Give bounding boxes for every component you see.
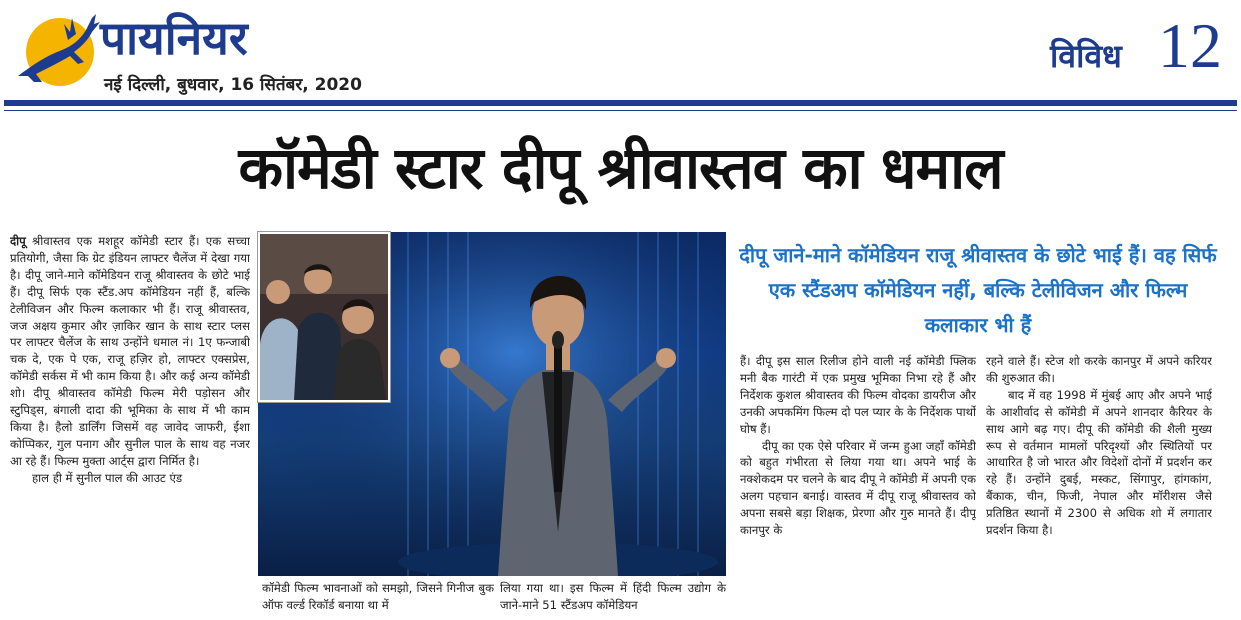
column-1-paragraph-2: हाल ही में सुनील पाल की आउट एंड — [32, 470, 183, 485]
lead-word: दीपू — [10, 234, 26, 248]
section-label: विविध — [1050, 37, 1122, 75]
article-column-4 — [740, 353, 976, 615]
article-column-5 — [986, 353, 1212, 615]
newspaper-name: पायनियर — [100, 11, 248, 65]
masthead-rule-thin — [4, 110, 1237, 111]
leaping-deer-sun-logo-icon — [12, 6, 104, 90]
article-column-3: लिया गया था। इस फिल्म में हिंदी फिल्म उद्योग के जाने-माने 51 स्टैंडअप कॉमेडियन — [500, 581, 726, 612]
column-4-paragraph-2: दीपू का एक ऐसे परिवार में जन्म हुआ जहाँ कॉमेडी को बहुत गंभीरता से लिया गया था। अपने भाई के नक्शेकदम पर चलने के बाद दीपू ने कॉमेडी में अपनी एक अलग पहचान बनाई। वास्तव में दीपू राजू श्रीवास्तव को अपना सबसे बड़ा शिक्षक, प्रेरणा और गुरु मानते हैं। दीपू कानपुर के — [740, 438, 976, 538]
dateline: नई दिल्ली, बुधवार, 16 सितंबर, 2020 — [104, 75, 362, 95]
pull-quote: दीपू जाने-माने कॉमेडियन राजू श्रीवास्तव के छोटे भाई हैं। वह सिर्फ एक स्टैंडअप कॉमेडियन नहीं, बल्कि टेलीविजन और फिल्म कलाकार भी हैं — [739, 243, 1217, 337]
group-portrait-illustration — [260, 234, 388, 400]
inset-group-photo — [258, 232, 390, 402]
article-column-1 — [10, 233, 250, 613]
masthead-rule — [4, 100, 1237, 106]
column-5-paragraph-1: रहने वाले हैं। स्टेज शो करके कानपुर में अपने करियर की शुरुआत की। — [986, 354, 1212, 385]
article-headline: कॉमेडी स्टार दीपू श्रीवास्तव का धमाल — [238, 134, 1003, 202]
masthead — [0, 0, 1241, 104]
column-1-paragraph-1 — [10, 233, 250, 470]
page-number: 12 — [1158, 10, 1222, 81]
column-5-paragraph-2: बाद में वह 1998 में मुंबई आए और अपने भाई के आशीर्वाद से कॉमेडी में अपने शानदार कैरियर के साथ आगे बढ़ गए। दीपू की कॉमेडी की शैली मुख्य रूप से वर्तमान मामलों परिदृश्यों और स्थितियों पर आधारित है जो भारत और विदेशों दोनों में प्रदर्शन कर रहे हैं। उन्होंने दुबई, मस्कट, सिंगापुर, हांगकांग, बैंकाक, चीन, फिजी, नेपाल और मॉरीशस जैसे प्रतिष्ठित स्थानों में 2300 से अधिक शो में लगातार प्रदर्शन किया है। — [986, 387, 1212, 538]
column-1-text: श्रीवास्तव एक मशहूर कॉमेडी स्टार हैं। एक सच्चा प्रतियोगी, जैसा कि ग्रेट इंडियन लाफ्टर चैलेंज में देखा गया है। दीपू जाने-माने कॉमेडियन राजू श्रीवास्तव के छोटे भाई हैं। दीपू सिर्फ एक स्टैंड.अप कॉमेडियन नहीं हैं, बल्कि टेलीविजन और फिल्म कलाकार भी हैं। राजू श्रीवास्तव, जज अक्षय कुमार और ज़ाकिर खान के साथ स्टार प्लस पर लाफ्टर चैलेंज के साथ उन्होंने धमाल नं। 1ए फन्जाबी चक दे, एक पे एक, राजू हज़िर हो, लाफ्टर एक्सप्रेस, कॉमेडी सर्कस में भी काम किया है। और कई अन्य कॉमेडी शो। दीपू श्रीवास्तव कॉमेडी फिल्म मेरी पड़ोसन और स्टुपिड्स, बंगाली दादा की भूमिका के साथ में भी काम किया है। हैलो डार्लिंग जिसमें वह जावेद जाफरी, ईशा कोप्पिकर, गुल पनाग और सुनील पाल के साथ वह नजर आ रहे हैं। फिल्म मुक्ता आर्ट्स द्वारा निर्मित है। — [10, 234, 250, 468]
column-4-paragraph-1: हैं। दीपू इस साल रिलीज होने वाली नई कॉमेडी फ्लिक मनी बैक गारंटी में एक प्रमुख भूमिका निभा रहे हैं और निर्देशक कुशल श्रीवास्तव की फिल्म वोदका डायरीज और उनकी अपकमिंग फिल्म दो पल प्यार के के निर्देशक पार्थो घोष हैं। — [740, 354, 976, 436]
article-column-2: कॉमेडी फिल्म भावनाओं को समझो, जिसने गिनीज बुक ऑफ वर्ल्ड रिकॉर्ड बनाया था में — [262, 581, 494, 612]
